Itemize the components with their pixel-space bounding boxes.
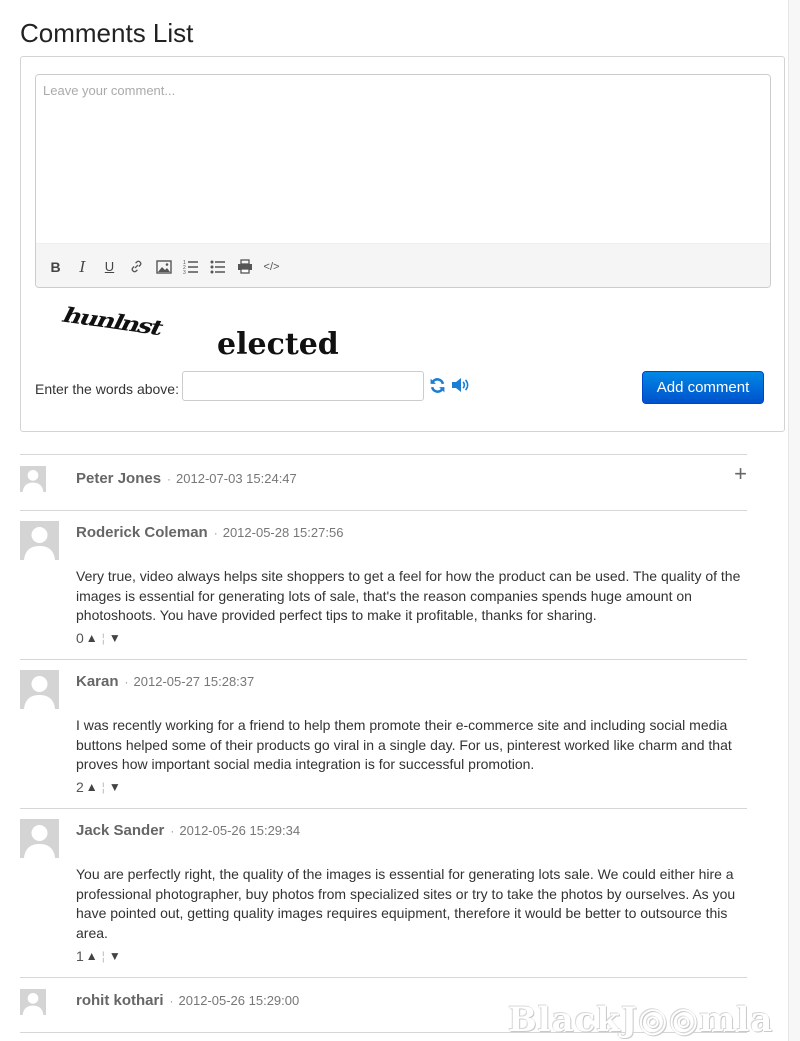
italic-icon: I — [79, 257, 86, 276]
vote-down-button[interactable]: ▼ — [108, 631, 121, 645]
link-button[interactable] — [127, 257, 146, 276]
comment-votes — [76, 948, 121, 964]
captcha-input[interactable] — [182, 371, 424, 401]
add-comment-button[interactable]: Add comment — [642, 371, 764, 404]
comment-item — [20, 659, 747, 808]
link-icon — [129, 259, 144, 274]
vote-up-button[interactable]: ▲ — [85, 780, 98, 794]
unordered-list-button[interactable] — [208, 257, 227, 276]
separator-dot: · — [124, 675, 129, 689]
captcha-refresh-button[interactable] — [427, 375, 447, 395]
code-button[interactable] — [262, 257, 281, 276]
separator-dot: · — [170, 824, 175, 838]
comment-date: 2012-05-26 15:29:34 — [179, 823, 301, 838]
vote-up-button[interactable]: ▲ — [85, 631, 98, 645]
bold-icon: B — [50, 258, 61, 275]
separator-dot: · — [213, 526, 218, 540]
quote-button[interactable] — [235, 257, 254, 276]
comment-header — [76, 822, 300, 839]
captcha-word-2: elected — [217, 327, 339, 362]
separator-dot: · — [169, 994, 174, 1008]
vote-count: 2 — [76, 779, 84, 795]
captcha-label: Enter the words above: — [35, 381, 179, 397]
comment-text: You are perfectly right, the quality of the images is essential for generating lots sale. We could either hire a professional photographer, buy photos from specialized sites or try to take the photos by ourselves. As you have pointed out, getting quality images requires equipment, therefore it would be better to outsource this area. — [76, 866, 736, 941]
avatar — [20, 670, 59, 709]
comment-header — [76, 470, 297, 487]
comment-text: I was recently working for a friend to help them promote their e-commerce site and including social media buttons helped some of their products go viral in a single day. For us, pinterest worked like charm and that proves how important social media integration is for successful promotion. — [76, 717, 732, 772]
watermark-logo: BlackJ◎◎mla — [508, 1000, 774, 1040]
comment-author: Jack Sander — [76, 822, 165, 839]
comment-votes — [76, 779, 121, 795]
comment-header — [76, 524, 343, 541]
underline-button[interactable] — [100, 257, 119, 276]
code-icon: </> — [263, 260, 280, 273]
comment-header — [76, 992, 299, 1009]
comment-text: Very true, video always helps site shoppers to get a feel for how the product can be used. The quality of the images is essential for generating lots of sale, that's the reason companies spends huge amount on photoshoots. You have provided perfect tips to make it profitable, thanks for sharing. — [76, 568, 741, 623]
ordered-list-icon — [183, 259, 199, 274]
comment-date: 2012-05-27 15:28:37 — [133, 674, 255, 689]
captcha-image — [57, 303, 361, 369]
comment-textarea[interactable] — [36, 75, 770, 243]
expand-comment-button[interactable]: + — [734, 461, 747, 486]
comment-header — [76, 673, 254, 690]
vote-count: 1 — [76, 948, 84, 964]
user-avatar-icon — [20, 466, 46, 492]
comment-votes — [76, 630, 121, 646]
user-avatar-icon — [20, 670, 59, 709]
image-button[interactable] — [154, 257, 173, 276]
quote-icon — [237, 259, 253, 274]
vote-separator: ¦ — [101, 631, 105, 645]
svg-text:3: 3 — [182, 270, 186, 274]
svg-text:1: 1 — [182, 260, 186, 266]
avatar — [20, 521, 59, 560]
vote-separator: ¦ — [101, 780, 105, 794]
vote-separator: ¦ — [101, 949, 105, 963]
vote-up-button[interactable]: ▲ — [85, 949, 98, 963]
comment-author: rohit kothari — [76, 992, 164, 1009]
avatar — [20, 466, 46, 492]
comment-date: 2012-07-03 15:24:47 — [176, 471, 297, 486]
unordered-list-icon — [210, 259, 226, 274]
page-title: Comments List — [20, 18, 194, 48]
comment-form — [20, 56, 785, 432]
separator-dot: · — [167, 472, 172, 486]
avatar — [20, 819, 59, 858]
captcha-word-1: hunlnst — [57, 303, 167, 341]
comment-author: Karan — [76, 673, 119, 690]
image-icon — [156, 260, 172, 274]
user-avatar-icon — [20, 989, 46, 1015]
comment-item — [20, 510, 747, 659]
comment-author: Peter Jones — [76, 470, 162, 487]
speaker-icon — [451, 377, 471, 393]
bold-button[interactable] — [46, 257, 65, 276]
user-avatar-icon — [20, 521, 59, 560]
ordered-list-button[interactable] — [181, 257, 200, 276]
italic-button[interactable] — [73, 257, 92, 276]
comment-date: 2012-05-26 15:29:00 — [178, 993, 300, 1008]
editor-toolbar — [36, 243, 770, 288]
comments-list — [20, 454, 747, 1033]
captcha-audio-button[interactable] — [451, 375, 471, 395]
user-avatar-icon — [20, 819, 59, 858]
vote-down-button[interactable]: ▼ — [108, 780, 121, 794]
comment-date: 2012-05-28 15:27:56 — [222, 525, 344, 540]
vote-down-button[interactable]: ▼ — [108, 949, 121, 963]
comment-editor — [35, 74, 771, 288]
vote-count: 0 — [76, 630, 84, 646]
refresh-icon — [429, 377, 446, 394]
svg-text:2: 2 — [182, 265, 186, 271]
comment-item[interactable] — [20, 454, 747, 510]
scrollbar-track[interactable] — [788, 0, 800, 1041]
comment-item — [20, 808, 747, 977]
avatar — [20, 989, 46, 1015]
underline-icon: U — [104, 259, 115, 274]
comment-author: Roderick Coleman — [76, 524, 208, 541]
